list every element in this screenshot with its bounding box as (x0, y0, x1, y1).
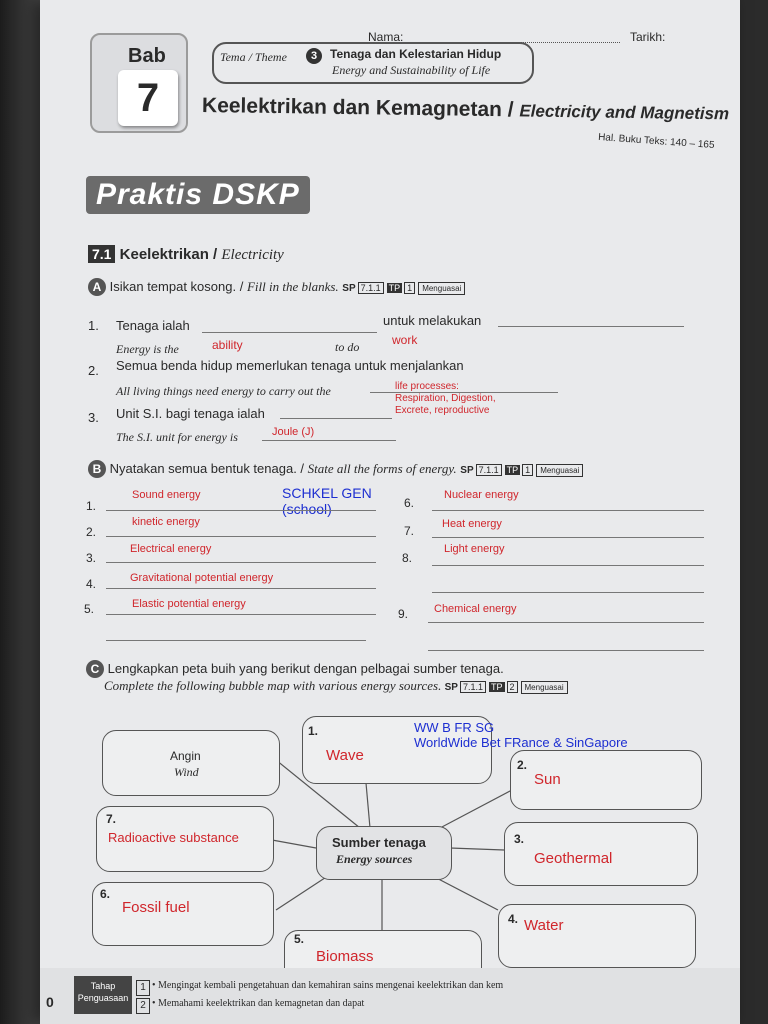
q2-blank (370, 392, 558, 393)
forms-item-2-line (106, 536, 376, 537)
forms-item-3-answer: Electrical energy (130, 543, 212, 555)
bubble-6-answer: Fossil fuel (122, 899, 190, 916)
connector-7 (272, 840, 316, 848)
part-b-instruction (88, 460, 583, 478)
section-heading (88, 246, 284, 264)
q1-text-ms-b: untuk melakukan (383, 313, 482, 328)
forms-item-8-line-extra (432, 592, 704, 593)
forms-item-6-answer: Nuclear energy (444, 489, 519, 501)
bubble-4-answer: Water (524, 917, 564, 934)
forms-item-9-line (428, 622, 704, 623)
part-c-instruction-ms: Lengkapkan peta buih yang berikut dengan pelbagai sumber tenaga. (107, 661, 504, 676)
part-c-instruction-en (104, 678, 568, 694)
q3-answer: Joule (J) (272, 426, 315, 438)
sp-code: 7.1.1 (460, 681, 486, 693)
forms-item-6-number: 6. (404, 496, 415, 510)
part-b-mnemonic-line-2: (school) (282, 501, 332, 517)
tp-badge: TP (506, 465, 519, 475)
forms-item-2-number: 2. (86, 525, 97, 539)
bubble-1-number: 1. (308, 724, 319, 738)
q2-answer-line-1: life processes: (395, 381, 459, 392)
practice-banner: Praktis DSKP (86, 176, 310, 214)
forms-item-4-answer: Gravitational potential energy (130, 572, 274, 584)
mastery-level-line-2: Penguasaan (77, 993, 129, 1003)
bubble-5-answer: Biomass (316, 948, 374, 965)
forms-item-1-answer: Sound energy (132, 489, 201, 501)
book-spine (0, 0, 40, 1024)
q2-answer-line-3: Excrete, reproductive (395, 405, 490, 416)
menguasai-badge: Menguasai (536, 464, 583, 477)
tp-level: 2 (507, 681, 518, 693)
level-1-badge: 1 (136, 980, 150, 996)
part-c-mnemonic-line-2: WorldWide Bet FRance & SinGapore (414, 735, 628, 750)
forms-item-7-line (432, 537, 704, 538)
connector-3 (450, 848, 504, 850)
q1-text-ms-a: Tenaga ialah (116, 318, 190, 333)
menguasai-badge: Menguasai (418, 282, 465, 295)
tp-badge: TP (388, 283, 401, 293)
forms-item-5-line-extra (106, 640, 366, 641)
part-a-letter: A (88, 278, 106, 296)
bubble-3-answer: Geothermal (534, 850, 613, 867)
name-label: Nama: (368, 30, 404, 44)
forms-item-3-number: 3. (86, 551, 97, 565)
chapter-title (202, 94, 729, 125)
q2-answer-line-2: Respiration, Digestion, (395, 393, 496, 404)
forms-item-1-line (106, 510, 376, 511)
date-label: Tarikh: (630, 30, 666, 44)
forms-item-5-number: 5. (84, 602, 95, 616)
q1-blank-2 (498, 326, 684, 327)
mastery-level-line-1: Tahap (90, 981, 116, 991)
connector-1 (366, 783, 370, 828)
q3-number: 3. (88, 410, 99, 425)
sp-code: 7.1.1 (476, 464, 502, 476)
level-1-text: • Mengingat kembali pengetahuan dan kemahiran sains mengenai keelektrikan dan kem (152, 980, 504, 991)
part-b-mnemonic-line-1: SCHKEL GEN (282, 485, 372, 501)
q1-answer-work: work (392, 333, 418, 347)
part-c-letter: C (86, 660, 104, 678)
q3-text-ms: Unit S.I. bagi tenaga ialah (116, 406, 265, 421)
worksheet-page (40, 0, 740, 1024)
menguasai-badge: Menguasai (521, 681, 568, 694)
part-b-instruction-en: State all the forms of energy. (307, 461, 457, 476)
mastery-level-box (74, 976, 132, 1014)
forms-item-8-number: 8. (402, 551, 413, 565)
bubble-7-answer: Radioactive substance (108, 830, 239, 845)
chapter-number: 7 (118, 70, 178, 126)
forms-item-7-answer: Heat energy (442, 518, 502, 530)
q2-answer (395, 381, 496, 417)
part-c-instruction-en-text: Complete the following bubble map with various energy sources. (104, 678, 442, 693)
q1-blank-1 (202, 332, 377, 333)
part-a-instruction (88, 278, 465, 296)
forms-item-8-line (432, 565, 704, 566)
section-title-ms: Keelektrikan / (119, 246, 218, 263)
forms-item-6-line (432, 510, 704, 511)
tp-badge: TP (490, 682, 503, 692)
q2-number: 2. (88, 363, 99, 378)
part-c-instruction (86, 660, 504, 678)
theme-title-ms: Tenaga dan Kelestarian Hidup (330, 47, 502, 61)
part-b-mnemonic (282, 485, 372, 517)
chapter-title-ms: Keelektrikan dan Kemagnetan / (201, 94, 514, 122)
forms-item-8-answer: Light energy (444, 543, 505, 555)
bubble-center-ms: Sumber tenaga (332, 835, 426, 850)
bubble-4[interactable] (498, 904, 696, 968)
theme-label: Tema / Theme (220, 50, 287, 64)
theme-title-en: Energy and Sustainability of Life (332, 63, 491, 77)
q1-text-en-a: Energy is the (116, 342, 179, 356)
sp-badge: SP (460, 465, 474, 476)
forms-item-5-answer: Elastic potential energy (132, 598, 246, 610)
q2-text-ms: Semua benda hidup memerlukan tenaga untuk menjalankan (116, 358, 464, 373)
forms-item-1-number: 1. (86, 499, 97, 513)
forms-item-9-number: 9. (398, 607, 409, 621)
forms-item-3-line (106, 562, 376, 563)
bubble-7-number: 7. (106, 812, 117, 826)
forms-item-9-answer: Chemical energy (434, 603, 517, 615)
forms-item-4-number: 4. (86, 577, 97, 591)
q3-blank-2 (262, 440, 396, 441)
bubble-center-en: Energy sources (336, 852, 413, 866)
section-title-en: Electricity (221, 247, 284, 263)
part-b-letter: B (88, 460, 106, 478)
q1-number: 1. (88, 318, 99, 333)
q1-text-en-b: to do (335, 340, 360, 354)
tp-level: 1 (522, 464, 533, 476)
forms-item-5-line (106, 614, 376, 615)
bubble-wind-ms: Angin (170, 749, 201, 763)
chapter-word: Bab (128, 45, 166, 67)
bubble-wind-en: Wind (174, 765, 199, 779)
q3-blank-1 (280, 418, 392, 419)
connector-2 (440, 790, 512, 828)
level-2-text: • Memahami keelektrikan dan kemagnetan dan dapat (152, 998, 365, 1009)
part-c-mnemonic-line-1: WW B FR SG (414, 720, 495, 735)
forms-item-4-line (106, 588, 376, 589)
part-a-instruction-ms: Isikan tempat kosong. / (109, 279, 244, 294)
forms-item-2-answer: kinetic energy (132, 516, 200, 528)
part-c-mnemonic (414, 720, 628, 750)
section-number: 7.1 (88, 245, 115, 263)
bubble-2-number: 2. (517, 758, 528, 772)
sp-badge: SP (444, 682, 458, 693)
chapter-title-en: Electricity and Magnetism (519, 101, 730, 124)
bubble-1-answer: Wave (326, 747, 364, 764)
part-a-instruction-en: Fill in the blanks. (246, 279, 339, 294)
bubble-4-number: 4. (508, 912, 519, 926)
q3-text-en: The S.I. unit for energy is (116, 430, 238, 444)
part-b-instruction-ms: Nyatakan semua bentuk tenaga. / (109, 461, 305, 476)
bubble-wind-example (102, 730, 280, 796)
bubble-6-number: 6. (100, 887, 111, 901)
page-number: 0 (46, 994, 54, 1010)
footer-bar (40, 968, 740, 1024)
bubble-5-number: 5. (294, 932, 305, 946)
textbook-pages: Hal. Buku Teks: 140 – 165 (597, 131, 715, 152)
level-2-badge: 2 (136, 998, 150, 1014)
bubble-3-number: 3. (514, 832, 525, 846)
q1-answer-ability: ability (212, 338, 243, 352)
bubble-2-answer: Sun (534, 771, 561, 788)
sp-code: 7.1.1 (358, 282, 384, 294)
sp-badge: SP (342, 283, 356, 294)
tp-level: 1 (404, 282, 415, 294)
q2-text-en: All living things need energy to carry out the (116, 384, 331, 398)
theme-number: 3 (306, 48, 322, 64)
forms-item-9-line-extra (428, 650, 704, 651)
forms-item-7-number: 7. (404, 524, 415, 538)
